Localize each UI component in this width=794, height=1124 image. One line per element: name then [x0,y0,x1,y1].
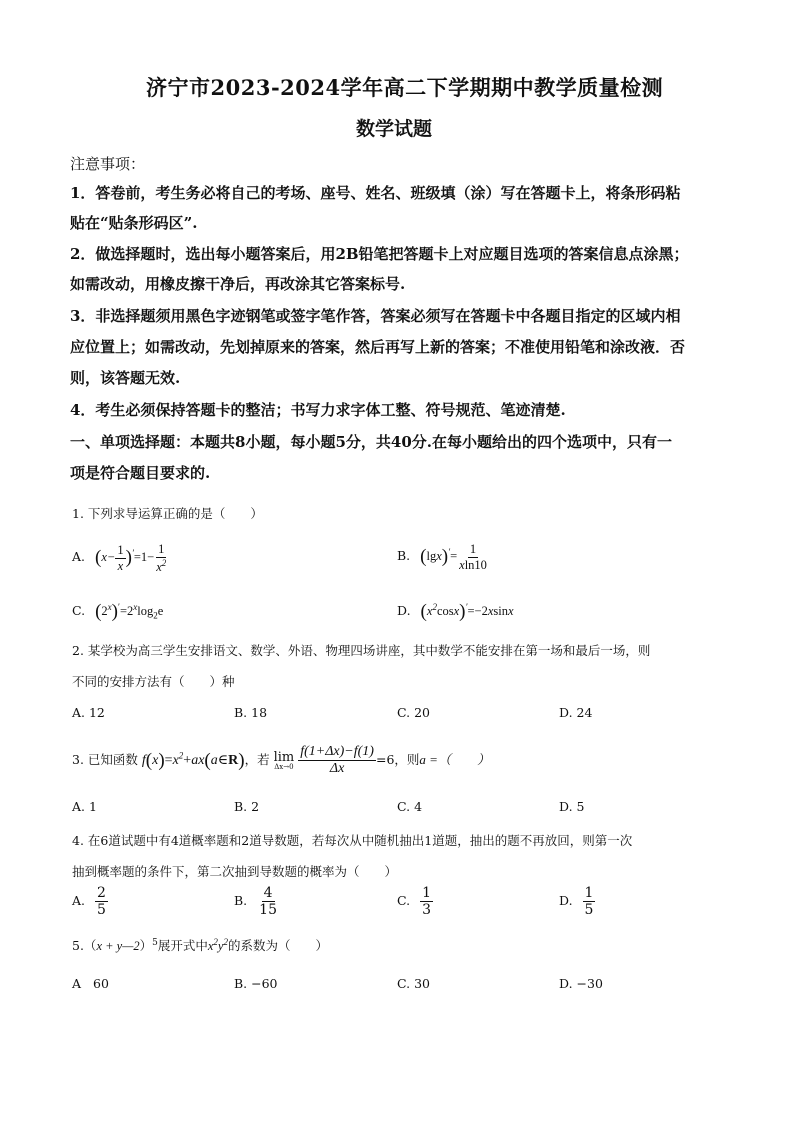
option-value: 60 [93,976,109,991]
question-2-option-d: D. 24 [559,705,593,720]
question-5-prefix: 5.（ [72,938,97,953]
fraction-numerator: 1 [584,885,594,901]
question-4-option-a [72,886,108,917]
question-5-end: 的系数为（ ） [227,938,328,953]
option-label: A. [72,548,86,564]
note-1-line-1: 1．答卷前，考生务必将自己的考场、座号、姓名、班级填（涂）写在答题卡上，将条形码粘 [70,184,681,202]
limit-numerator: f(1+Δx)−f(1) [300,744,374,759]
question-3-stem: 3. 已知函数 $f(x)=x^2+ax(a\in R)$，若 lim Δx→0 $\frac{f(1+\Delta x)-f(1)}{\Delta x}$ =6，则a =（ ） [72,744,490,776]
question-2-option-b: B. 18 [234,705,268,720]
question-5-option-a [72,976,109,991]
note-3-line-2: 应位置上；如需改动，先划掉原来的答案，然后再写上新的答案；不准使用铅笔和涂改液．否 [70,338,686,356]
question-4-line-1: 4. 在6道试题中有4道概率题和2道导数题，若每次从中随机抽出1道题，抽出的题不再放回，则第一次 [72,833,633,848]
limit-equals: =6 [375,752,395,767]
section-1-line-1: 一、单项选择题：本题共8小题，每小题5分，共40分.在每小题给出的四个选项中，只有一 [70,433,672,451]
fraction-numerator: 4 [263,885,273,901]
notes-heading: 注意事项： [70,155,146,173]
question-1-option-b: B. (lgx)′= $\frac{1}{xln10}$ [397,542,487,572]
option-label: C. [72,602,86,618]
note-3-line-1: 3．非选择题须用黑色字迹钢笔或签字笔作答，答案必须写在答题卡中各题目指定的区域内相 [70,307,681,325]
question-3-option-a: A. 1 [72,799,97,814]
question-5-option-d: D. −30 [559,976,603,991]
question-4-line-2: 抽到概率题的条件下，第二次抽到导数题的概率为（ ） [72,864,398,879]
fraction-numerator: 2 [97,885,106,901]
fraction-denominator: 15 [259,902,277,918]
question-3-ask: a =（ ） [419,752,490,767]
question-3-mid: ，若 [244,752,270,767]
page-subtitle: 数学试题 [356,118,433,140]
note-2-line-2: 如需改动，用橡皮擦干净后，再改涂其它答案标号. [70,275,406,293]
question-1-option-c: C. $(2^x)'=2^x\log_2e$ [72,601,164,622]
page-title: 济宁市2023-2024学年高二下学期期中教学质量检测 [146,75,664,100]
note-2-line-1: 2．做选择题时，选出每小题答案后，用2B铅笔把答题卡上对应题目选项的答案信息点涂黑； [70,245,689,263]
question-2-option-c: C. 20 [397,705,430,720]
question-1-option-d: D. $(x^2\cos x)'=-2xsinx$ [397,601,514,622]
option-label: A. [72,893,86,908]
option-label: B. [234,893,248,908]
question-5-mid: ） [139,938,153,953]
option-label: C. [397,893,411,908]
question-3-option-b: B. 2 [234,799,260,814]
question-2-option-a: A. 12 [72,705,105,720]
note-1-line-2: 贴在“贴条形码区”. [70,214,198,232]
option-label: A [72,976,82,991]
question-5-suffix: 展开式中 [157,938,208,953]
option-label: B. [397,547,411,563]
question-3-option-c: C. 4 [397,799,423,814]
question-1-stem: 1. 下列求导运算正确的是（ ） [72,506,263,521]
question-5-stem: 5.（x + y—2）$^5$展开式中$x^2y^2$的系数为（ ） [72,936,328,953]
question-3-option-d: D. 5 [559,799,585,814]
question-4-option-b [234,886,279,917]
question-5-expression: x + y—2 [96,939,140,953]
limit-symbol: lim [273,749,295,765]
fraction-denominator: 3 [422,902,431,918]
question-5-option-b: B. −60 [234,976,278,991]
question-3-prefix: 3. 已知函数 [72,752,138,767]
limit-subscript: Δx→0 [274,762,294,771]
question-3-suffix: ，则 [394,752,420,767]
fraction-denominator: 5 [97,902,106,918]
question-2-line-2: 不同的安排方法有（ ）种 [72,674,235,689]
option-label: D. [559,893,573,908]
section-1-line-2: 项是符合题目要求的. [70,464,211,482]
note-4-line-1: 4．考生必须保持答题卡的整洁；书写力求字体工整、符号规范、笔迹清楚. [70,401,566,419]
option-label: D. [397,602,411,618]
limit-denominator: Δx [329,761,345,776]
question-2-line-1: 2. 某学校为高三学生安排语文、数学、外语、物理四场讲座，其中数学不能安排在第一场和最后一场，则 [72,643,651,658]
question-4-option-c [397,886,433,917]
question-4-option-d [559,886,595,917]
fraction-numerator: 1 [422,885,431,901]
note-3-line-3: 则，该答题无效. [70,369,181,387]
fraction-denominator: 5 [584,902,594,918]
question-1-option-a: A. (x− $\frac{1}{x}$ )′=1− $\frac{1}{x^2}$ [72,542,167,574]
question-5-option-c: C. 30 [397,976,430,991]
